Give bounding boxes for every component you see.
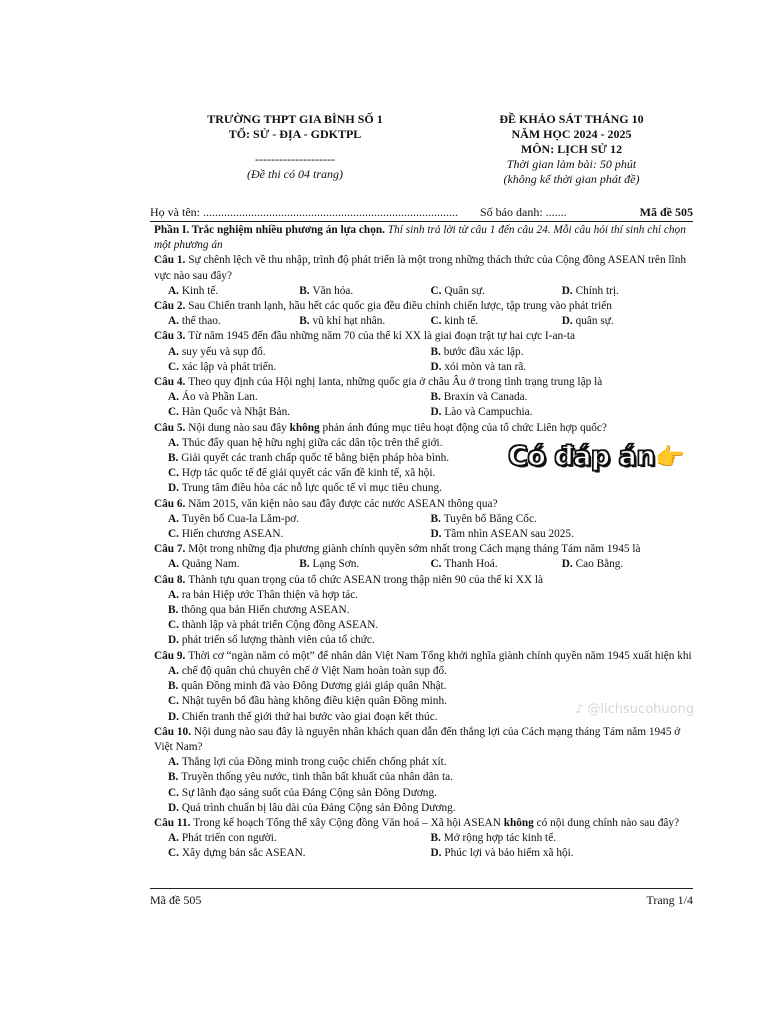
question-label: Câu 10. — [154, 725, 194, 738]
answer-options — [154, 557, 693, 572]
answer-option — [154, 786, 693, 801]
answer-option — [168, 314, 299, 329]
page-footer — [150, 892, 693, 908]
question-4 — [154, 375, 693, 421]
option-text: Quá trình chuẩn bị lâu dài của Đảng Cộng sản Đông Dương. — [181, 801, 456, 814]
school-year: NĂM HỌC 2024 - 2025 — [511, 127, 632, 141]
option-letter: B. — [299, 284, 313, 297]
option-text: Giải quyết các tranh chấp quốc tế bằng biện pháp hòa bình. — [181, 452, 450, 465]
option-letter: A. — [168, 315, 182, 328]
answer-options — [154, 755, 693, 816]
option-letter: D. — [168, 801, 182, 814]
option-letter: A. — [168, 664, 182, 677]
question-stem — [154, 542, 693, 557]
answer-options — [154, 345, 693, 375]
answer-options — [154, 314, 693, 329]
footer-exam-code: Mã đề 505 — [150, 893, 202, 907]
option-letter: D. — [168, 482, 182, 495]
answer-option — [154, 755, 693, 770]
answer-available-sticker[interactable] — [508, 441, 684, 472]
option-letter: B. — [430, 832, 444, 845]
option-letter: D. — [561, 558, 576, 571]
answer-option — [431, 527, 694, 542]
answer-option — [431, 831, 694, 846]
option-letter: D. — [561, 315, 576, 328]
question-keyword: không — [503, 816, 534, 829]
question-text: Trong kế hoạch Tổng thể xây Cộng đồng Văn hoá – Xã hội ASEAN — [193, 816, 504, 829]
option-text: Quân sự. — [444, 284, 485, 297]
question-text: Sự chênh lệch về thu nhập, trình độ phát triển là một trong những thách thức của Cộng đồng ASEAN trên lĩnh vực nào sau đây? — [154, 254, 686, 282]
question-stem — [154, 421, 693, 436]
option-text: Thanh Hoá. — [444, 558, 498, 571]
question-text: Nội dung nào sau đây — [188, 421, 290, 434]
option-text: Chiến tranh thế giới thứ hai bước vào giai đoạn kết thúc. — [181, 710, 438, 723]
part-title: Phần I. Trắc nghiệm nhiều phương án lựa chọn. — [154, 224, 385, 236]
option-letter: C. — [430, 284, 445, 297]
option-letter: D. — [561, 284, 576, 297]
answer-option — [431, 314, 562, 329]
question-text: Thành tựu quan trọng của tổ chức ASEAN trong thập niên 90 của thế kỉ XX là — [188, 573, 544, 586]
option-text: Áo và Phần Lan. — [181, 391, 258, 404]
question-stem — [154, 725, 693, 755]
answer-option — [431, 557, 562, 572]
option-text: quân Đồng minh đã vào Đông Dương giải giáp quân Nhật. — [181, 680, 447, 693]
answer-option — [154, 618, 693, 633]
school-block — [150, 112, 440, 182]
option-text: Trung tâm điều hòa các nỗ lực quốc tế vì mục tiêu chung. — [181, 482, 442, 495]
option-letter: B. — [299, 315, 313, 328]
question-text: Từ năm 1945 đến đầu những năm 70 của thế kỉ XX là giai đoạn trật tự hai cực I-an-ta — [188, 330, 576, 343]
option-text: thành lập và phát triển Cộng đồng ASEAN. — [181, 619, 379, 632]
option-text: Hợp tác quốc tế để giải quyết các vấn đề kinh tế, xã hội. — [181, 467, 436, 480]
question-stem — [154, 299, 693, 314]
question-label: Câu 4. — [154, 376, 189, 389]
answer-options — [154, 512, 693, 542]
divider-dashes: -------------------- — [255, 152, 335, 166]
option-letter: B. — [299, 558, 313, 571]
part-instruction: Thí sinh trả lời từ câu 1 đến câu 24. Mỗi câu hỏi thí sinh chỉ chọn một phương án — [154, 224, 686, 252]
question-label: Câu 1. — [154, 254, 189, 267]
question-stem — [154, 497, 693, 512]
question-text: Năm 2015, văn kiện nào sau đây được các nước ASEAN thông qua? — [188, 497, 498, 510]
answer-option — [431, 846, 694, 861]
option-letter: C. — [168, 528, 182, 541]
option-text: quân sự. — [575, 315, 614, 328]
answer-option — [168, 405, 431, 420]
exam-time-note: (không kể thời gian phát đề) — [503, 172, 640, 186]
answer-option — [431, 405, 694, 420]
question-6 — [154, 497, 693, 543]
option-letter: A. — [168, 588, 182, 601]
option-text: thể thao. — [181, 315, 221, 328]
option-text: suy yếu và sụp đổ. — [181, 345, 266, 358]
option-text: Mở rộng hợp tác kinh tế. — [443, 832, 557, 845]
option-letter: A. — [168, 832, 182, 845]
option-text: Tuyên bố Cua-la Lăm-pơ. — [181, 512, 300, 525]
option-letter: C. — [168, 467, 182, 480]
option-letter: B. — [430, 345, 444, 358]
answer-option — [299, 314, 430, 329]
question-stem — [154, 253, 693, 283]
option-text: chế độ quân chủ chuyên chế ở Việt Nam hoàn toàn sụp đổ. — [181, 664, 447, 677]
candidate-number-field: Số báo danh: ....... — [480, 205, 567, 219]
option-text: Phúc lợi và bảo hiểm xã hội. — [444, 847, 574, 860]
option-letter: A. — [168, 345, 182, 358]
option-text: Thắng lợi của Đồng minh trong cuộc chiến chống phát xít. — [181, 756, 447, 769]
option-text: Kinh tế. — [181, 284, 219, 297]
option-text: Tầm nhìn ASEAN sau 2025. — [444, 528, 574, 541]
option-letter: C. — [168, 360, 182, 373]
option-text: Thúc đẩy quan hệ hữu nghị giữa các dân tộc trên thế giới. — [181, 436, 443, 449]
option-letter: D. — [168, 634, 182, 647]
answer-option — [431, 390, 694, 405]
answer-option — [154, 481, 693, 496]
question-2 — [154, 299, 693, 329]
option-letter: A. — [168, 284, 182, 297]
question-label: Câu 6. — [154, 497, 189, 510]
answer-option — [154, 801, 693, 816]
question-11 — [154, 816, 693, 862]
option-text: Lào và Campuchia. — [444, 406, 533, 419]
answer-option — [431, 360, 694, 375]
question-list — [154, 253, 693, 861]
exam-content — [154, 223, 693, 862]
option-letter: C. — [168, 786, 182, 799]
question-1 — [154, 253, 693, 299]
question-7 — [154, 542, 693, 572]
answer-option — [154, 588, 693, 603]
question-text: Thời cơ “ngàn năm có một” để nhân dân Việt Nam Tổng khởi nghĩa giành chính quyền năm 1945 xuất hiện khi — [188, 649, 692, 662]
student-info-row — [150, 204, 693, 220]
option-text: Braxin và Canada. — [443, 391, 528, 404]
answer-option — [154, 770, 693, 785]
tiktok-watermark: ♪ @lichsucohuong — [575, 702, 695, 717]
answer-option — [431, 512, 694, 527]
answer-option — [299, 284, 430, 299]
option-text: Sự lãnh đạo sáng suốt của Đảng Cộng sản Đông Dương. — [181, 786, 437, 799]
exam-block — [450, 112, 693, 187]
subject: MÔN: LỊCH SỬ 12 — [520, 142, 623, 156]
option-letter: C. — [430, 315, 445, 328]
option-text: Nhật tuyên bố đầu hàng không điều kiện quân Đồng minh. — [181, 695, 447, 708]
option-letter: C. — [168, 619, 182, 632]
option-text: Hàn Quốc và Nhật Bản. — [181, 406, 291, 419]
option-letter: C. — [168, 847, 182, 860]
answer-option — [431, 345, 694, 360]
option-letter: D. — [430, 528, 445, 541]
question-stem — [154, 375, 693, 390]
answer-option — [299, 557, 430, 572]
option-letter: C. — [430, 558, 445, 571]
option-letter: D. — [168, 710, 182, 723]
question-text: phản ánh đúng mục tiêu hoạt động của tổ chức Liên hợp quốc? — [319, 421, 607, 434]
answer-option — [168, 831, 431, 846]
option-text: vũ khí hạt nhân. — [312, 315, 386, 328]
school-name: TRƯỜNG THPT GIA BÌNH SỐ 1 — [207, 112, 383, 126]
header-rule — [150, 221, 693, 222]
option-letter: A. — [168, 436, 182, 449]
sticker-text: Có đáp án — [508, 441, 655, 472]
footer-rule — [150, 888, 693, 889]
pages-note: (Đề thi có 04 trang) — [247, 167, 343, 181]
question-8 — [154, 573, 693, 649]
answer-option — [168, 390, 431, 405]
question-text: Sau Chiến tranh lạnh, hầu hết các quốc gia đều điều chỉnh chiến lược, tập trung vào phát triển — [188, 300, 612, 313]
question-stem — [154, 329, 693, 344]
option-letter: B. — [168, 680, 182, 693]
answer-option — [431, 284, 562, 299]
part-heading — [154, 223, 693, 253]
answer-options — [154, 588, 693, 649]
question-stem — [154, 573, 693, 588]
option-text: Hiến chương ASEAN. — [181, 528, 284, 541]
question-10 — [154, 725, 693, 816]
option-letter: B. — [168, 452, 182, 465]
answer-options — [154, 831, 693, 861]
question-3 — [154, 329, 693, 375]
question-text: Một trong những địa phương giành chính quyền sớm nhất trong Cách mạng tháng Tám năm 1945 là — [188, 543, 641, 556]
option-letter: D. — [430, 406, 445, 419]
option-letter: C. — [168, 406, 182, 419]
option-letter: D. — [430, 360, 445, 373]
option-text: Xây dựng bản sắc ASEAN. — [181, 847, 306, 860]
question-stem — [154, 816, 693, 831]
option-letter: B. — [430, 391, 444, 404]
answer-option — [154, 679, 693, 694]
option-letter: C. — [168, 695, 182, 708]
answer-option — [562, 284, 693, 299]
option-letter: A. — [168, 391, 182, 404]
question-stem — [154, 649, 693, 664]
question-label: Câu 5. — [154, 421, 189, 434]
option-letter: B. — [430, 512, 444, 525]
question-text: Theo quy định của Hội nghị Ianta, những quốc gia ở châu Âu ở trong tình trạng trung lập là — [188, 376, 603, 389]
option-letter: D. — [430, 847, 445, 860]
answer-option — [168, 345, 431, 360]
option-text: Tuyên bố Băng Cốc. — [443, 512, 537, 525]
answer-option — [154, 664, 693, 679]
option-text: Lạng Sơn. — [312, 558, 360, 571]
option-text: xác lập và phát triển. — [181, 360, 277, 373]
option-letter: A. — [168, 558, 182, 571]
answer-options — [154, 390, 693, 420]
question-label: Câu 7. — [154, 543, 189, 556]
option-text: Văn hóa. — [312, 284, 354, 297]
answer-option — [154, 633, 693, 648]
department: TỔ: SỬ - ĐỊA - GDKTPL — [228, 127, 362, 141]
option-text: kinh tế. — [444, 315, 479, 328]
answer-option — [168, 557, 299, 572]
answer-option — [562, 557, 693, 572]
question-text: Nội dung nào sau đây là nguyên nhân khách quan dẫn đến thắng lợi của Cách mạng tháng Tám năm 1945 ở Việt Nam? — [154, 725, 681, 753]
question-label: Câu 11. — [154, 816, 194, 829]
answer-option — [168, 846, 431, 861]
answer-option — [154, 603, 693, 618]
student-name-field: Họ và tên: ..................................................................................... — [150, 205, 458, 219]
answer-options — [154, 284, 693, 299]
page-number: Trang 1/4 — [646, 893, 693, 907]
option-letter: A. — [168, 512, 182, 525]
option-letter: B. — [168, 604, 182, 617]
option-text: xói mòn và tan rã. — [444, 360, 527, 373]
question-label: Câu 3. — [154, 330, 189, 343]
answer-option — [168, 284, 299, 299]
question-label: Câu 8. — [154, 573, 189, 586]
pointing-hand-icon: 👉 — [654, 443, 685, 471]
exam-code: Mã đề 505 — [639, 205, 693, 219]
question-label: Câu 2. — [154, 300, 189, 313]
answer-option — [168, 512, 431, 527]
exam-header — [150, 112, 693, 202]
exam-time: Thời gian làm bài: 50 phút — [506, 157, 637, 171]
option-text: Quảng Nam. — [181, 558, 240, 571]
option-letter: B. — [168, 771, 182, 784]
exam-title: ĐỀ KHẢO SÁT THÁNG 10 — [499, 112, 644, 126]
option-text: Truyền thống yêu nước, tinh thần bất khuất của nhân dân ta. — [181, 771, 453, 784]
option-letter: A. — [168, 756, 182, 769]
question-text: có nội dung chính nào sau đây? — [533, 816, 680, 829]
question-keyword: không — [289, 421, 320, 434]
option-text: phát triển số lượng thành viên của tổ chức. — [181, 634, 375, 647]
answer-option — [562, 314, 693, 329]
option-text: Phát triển con người. — [181, 832, 277, 845]
option-text: thông qua bản Hiến chương ASEAN. — [181, 604, 350, 617]
option-text: bước đầu xác lập. — [443, 345, 524, 358]
question-label: Câu 9. — [154, 649, 189, 662]
option-text: Chính trị. — [575, 284, 619, 297]
option-text: Cao Bằng. — [575, 558, 624, 571]
option-text: ra bản Hiệp ước Thân thiện và hợp tác. — [181, 588, 359, 601]
answer-option — [168, 527, 431, 542]
answer-option — [168, 360, 431, 375]
